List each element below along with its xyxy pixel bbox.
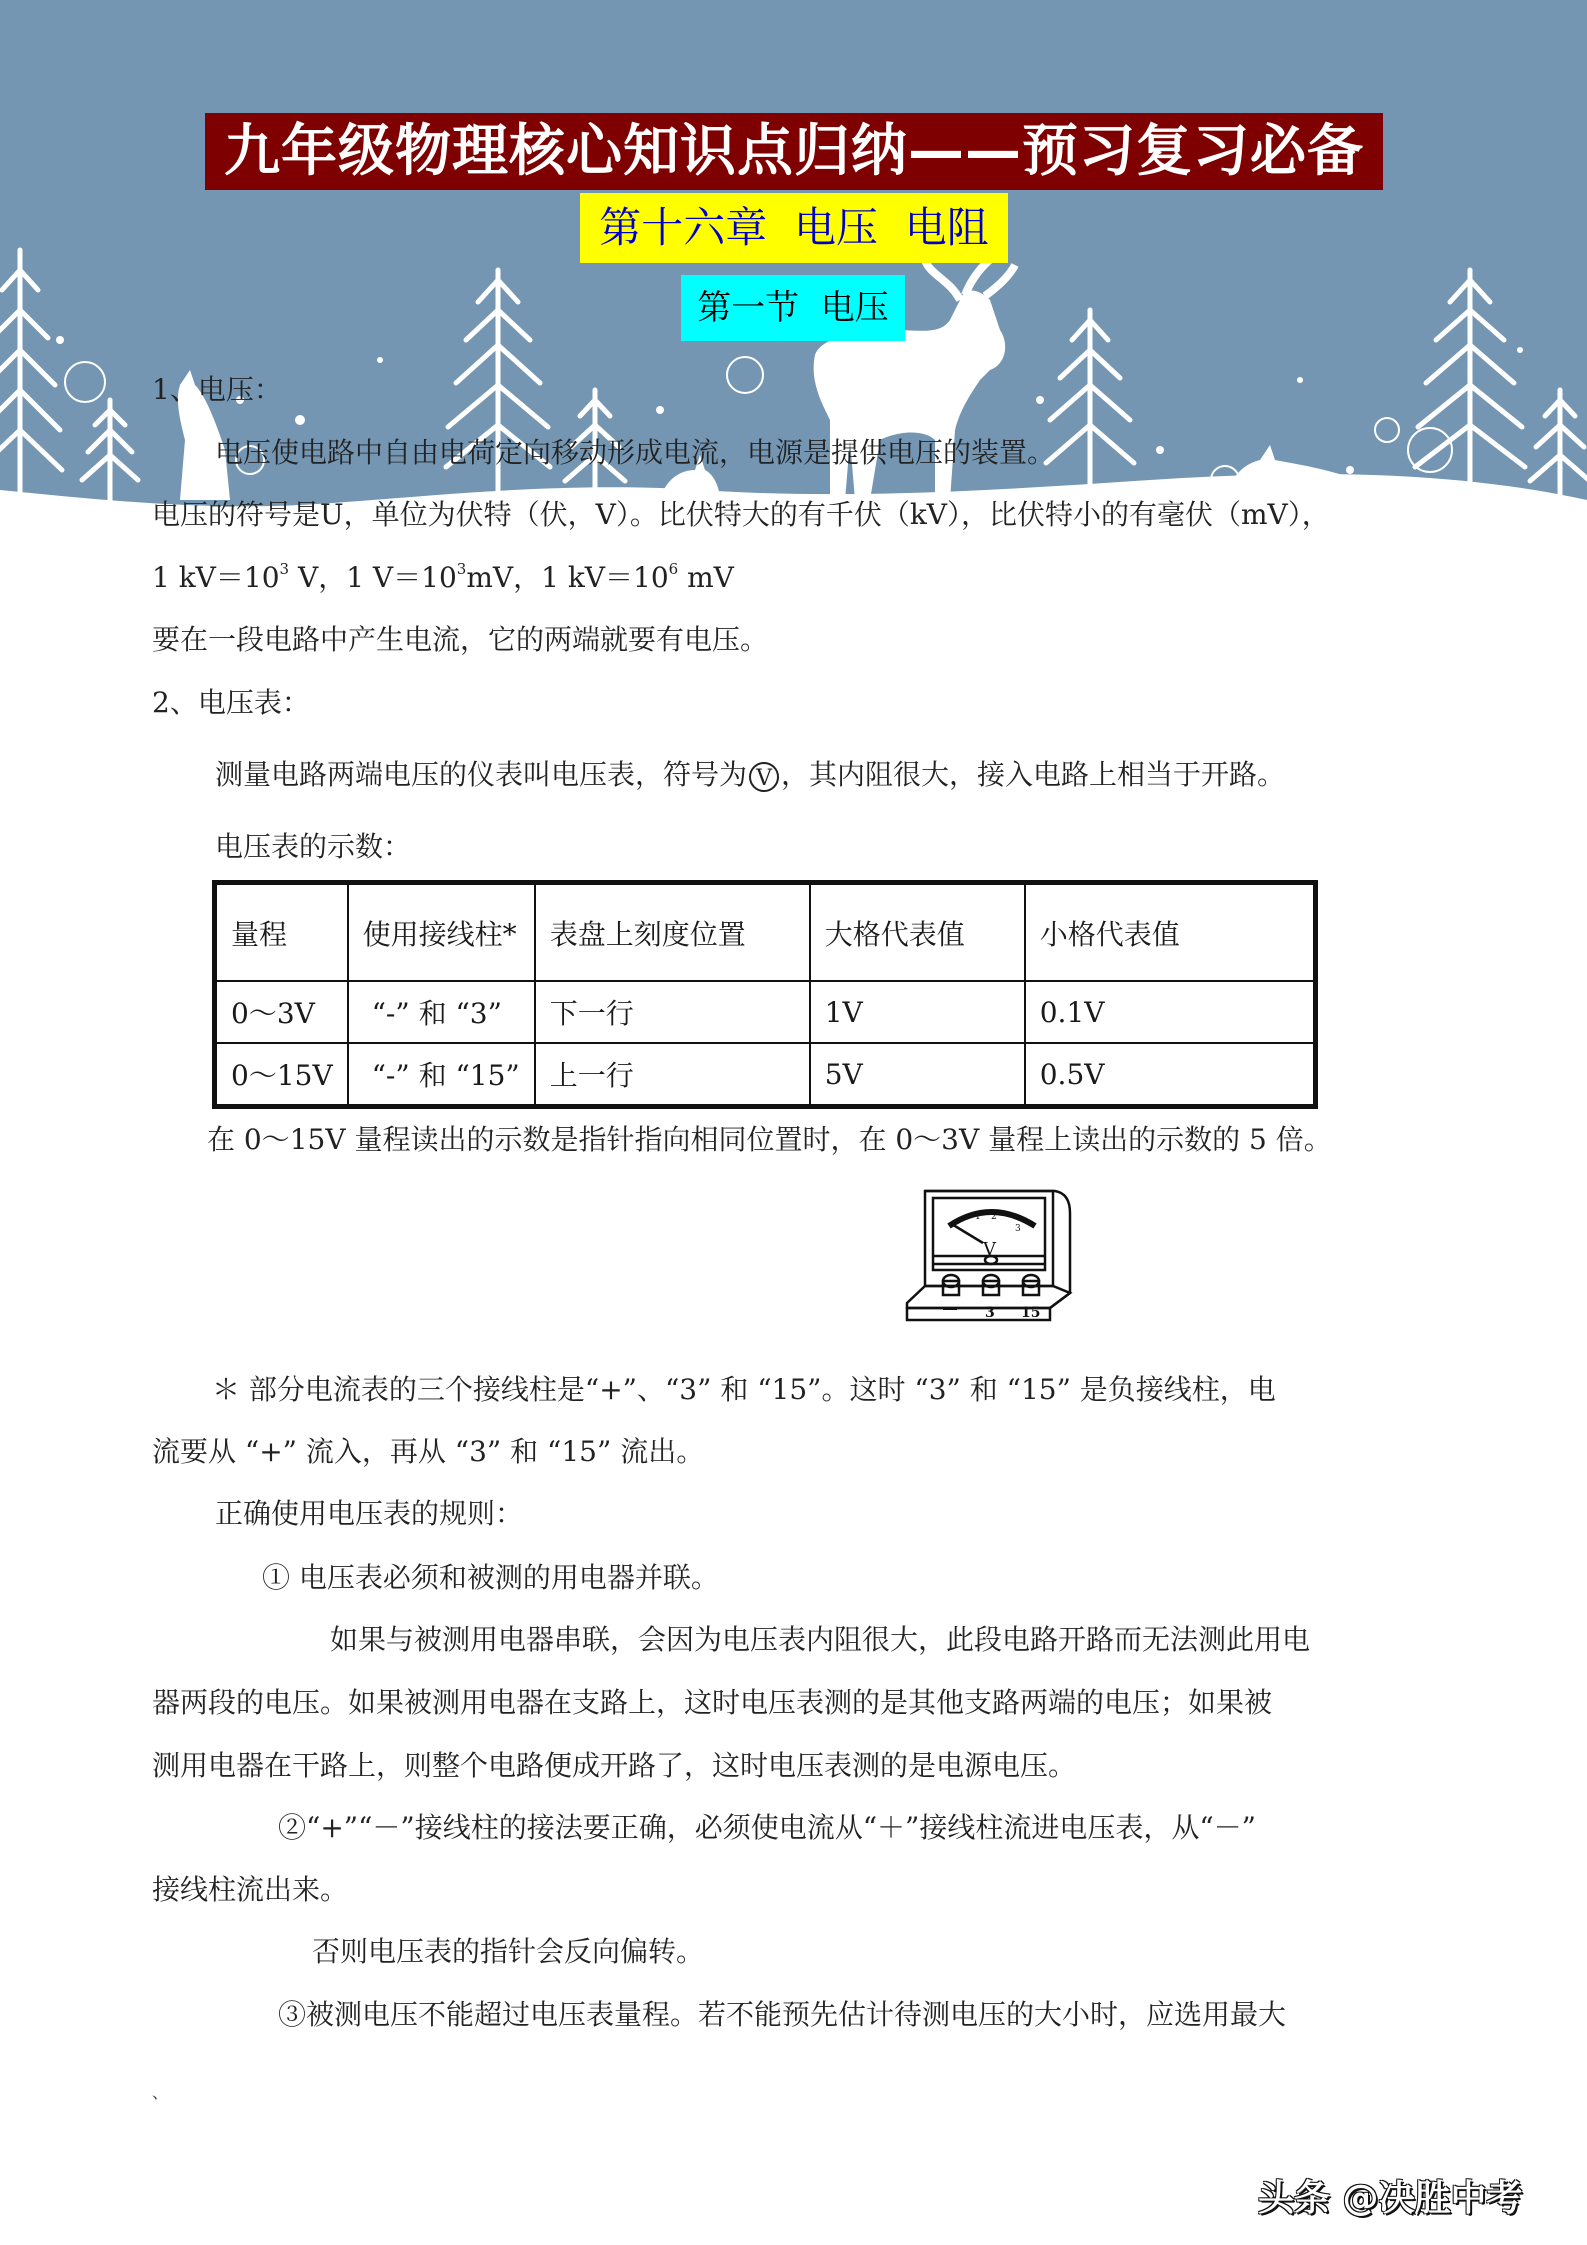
voltmeter-symbol-icon: V xyxy=(749,762,779,792)
svg-text:V: V xyxy=(983,1239,996,1260)
table-row xyxy=(215,1043,1316,1107)
paragraph: 否则电压表的指针会反向偏转。 xyxy=(312,1935,705,1968)
table-header: 量程 xyxy=(215,883,348,982)
table-cell: 上一行 xyxy=(535,1043,810,1107)
table-header: 使用接线柱* xyxy=(348,883,535,982)
paragraph: 接线柱流出来。 xyxy=(152,1873,349,1906)
table-cell: “-” 和 “15” xyxy=(348,1043,535,1107)
table-header-row xyxy=(215,883,1316,982)
svg-text:15: 15 xyxy=(1021,1305,1041,1321)
table-cell: 1V xyxy=(810,981,1025,1043)
svg-text:1: 1 xyxy=(975,1212,981,1222)
text: 测量电路两端电压的仪表叫电压表，符号为 xyxy=(215,758,748,791)
paragraph: 流要从 “+” 流入，再从 “3” 和 “15” 流出。 xyxy=(152,1435,705,1468)
text: 1 kV＝10 xyxy=(152,561,280,594)
paragraph: ＊ 部分电流表的三个接线柱是“+”、“3” 和 “15”。这时 “3” 和 “15” 是负接线柱，电 xyxy=(212,1373,1276,1406)
voltmeter-illustration xyxy=(895,1173,1075,1325)
table-cell: 0～3V xyxy=(215,981,348,1043)
heading-voltage: 1、电压： xyxy=(152,373,282,406)
table-cell: 5V xyxy=(810,1043,1025,1107)
paragraph: 电压的符号是U，单位为伏特（伏，V）。比伏特大的有千伏（kV），比伏特小的有毫伏（mV）， xyxy=(152,498,1330,531)
text: ，其内阻很大，接入电路上相当于开路。 xyxy=(781,758,1286,791)
table-header: 大格代表值 xyxy=(810,883,1025,982)
unit-conversion xyxy=(152,558,734,598)
document-title: 九年级物理核心知识点归纳——预习复习必备 xyxy=(205,113,1383,190)
superscript: 6 xyxy=(668,560,679,578)
paragraph: 电压使电路中自由电荷定向移动形成电流，电源是提供电压的装置。 xyxy=(215,436,1056,469)
voltmeter-range-table xyxy=(212,880,1318,1109)
table-cell: 0.1V xyxy=(1025,981,1316,1043)
voltmeter-icon xyxy=(895,1173,1075,1325)
text: V，1 V＝10 xyxy=(289,561,457,594)
table-cell: 下一行 xyxy=(535,981,810,1043)
rule-2: ②“+”“－”接线柱的接法要正确，必须使电流从“＋”接线柱流进电压表，从“－” xyxy=(278,1811,1256,1844)
paragraph: 电压表的示数： xyxy=(215,830,412,863)
table-header: 小格代表值 xyxy=(1025,883,1316,982)
rule-1: ① 电压表必须和被测的用电器并联。 xyxy=(262,1561,719,1594)
svg-text:3: 3 xyxy=(1015,1224,1021,1234)
svg-text:3: 3 xyxy=(985,1305,995,1321)
heading-voltmeter: 2、电压表： xyxy=(152,686,310,719)
paragraph: 正确使用电压表的规则： xyxy=(215,1497,524,1530)
section-heading: 第一节 电压 xyxy=(681,275,905,341)
stray-mark: 、 xyxy=(152,2083,169,2102)
paragraph: 如果与被测用电器串联，会因为电压表内阻很大，此段电路开路而无法测此用电 xyxy=(330,1623,1311,1656)
text: mV，1 kV＝10 xyxy=(466,561,669,594)
superscript: 3 xyxy=(279,560,290,578)
svg-text:2: 2 xyxy=(991,1212,997,1222)
table-cell: 0～15V xyxy=(215,1043,348,1107)
paragraph: 测用电器在干路上，则整个电路便成开路了，这时电压表测的是电源电压。 xyxy=(152,1749,1077,1782)
table-cell: 0.5V xyxy=(1025,1043,1316,1107)
superscript: 3 xyxy=(456,560,467,578)
paragraph: 要在一段电路中产生电流，它的两端就要有电压。 xyxy=(152,623,769,656)
rule-3: ③被测电压不能超过电压表量程。若不能预先估计待测电压的大小时，应选用最大 xyxy=(278,1998,1287,2031)
watermark: 头条 @决胜中考 xyxy=(1258,2178,1523,2219)
paragraph: 在 0～15V 量程读出的示数是指针指向相同位置时，在 0～3V 量程上读出的示数的 5 倍。 xyxy=(207,1123,1332,1156)
table-cell: “-” 和 “3” xyxy=(348,981,535,1043)
text: mV xyxy=(678,561,734,594)
paragraph xyxy=(215,755,1285,795)
chapter-heading: 第十六章 电压 电阻 xyxy=(580,193,1008,263)
table-row xyxy=(215,981,1316,1043)
table-header: 表盘上刻度位置 xyxy=(535,883,810,982)
paragraph: 器两段的电压。如果被测用电器在支路上，这时电压表测的是其他支路两端的电压；如果被 xyxy=(152,1686,1273,1719)
